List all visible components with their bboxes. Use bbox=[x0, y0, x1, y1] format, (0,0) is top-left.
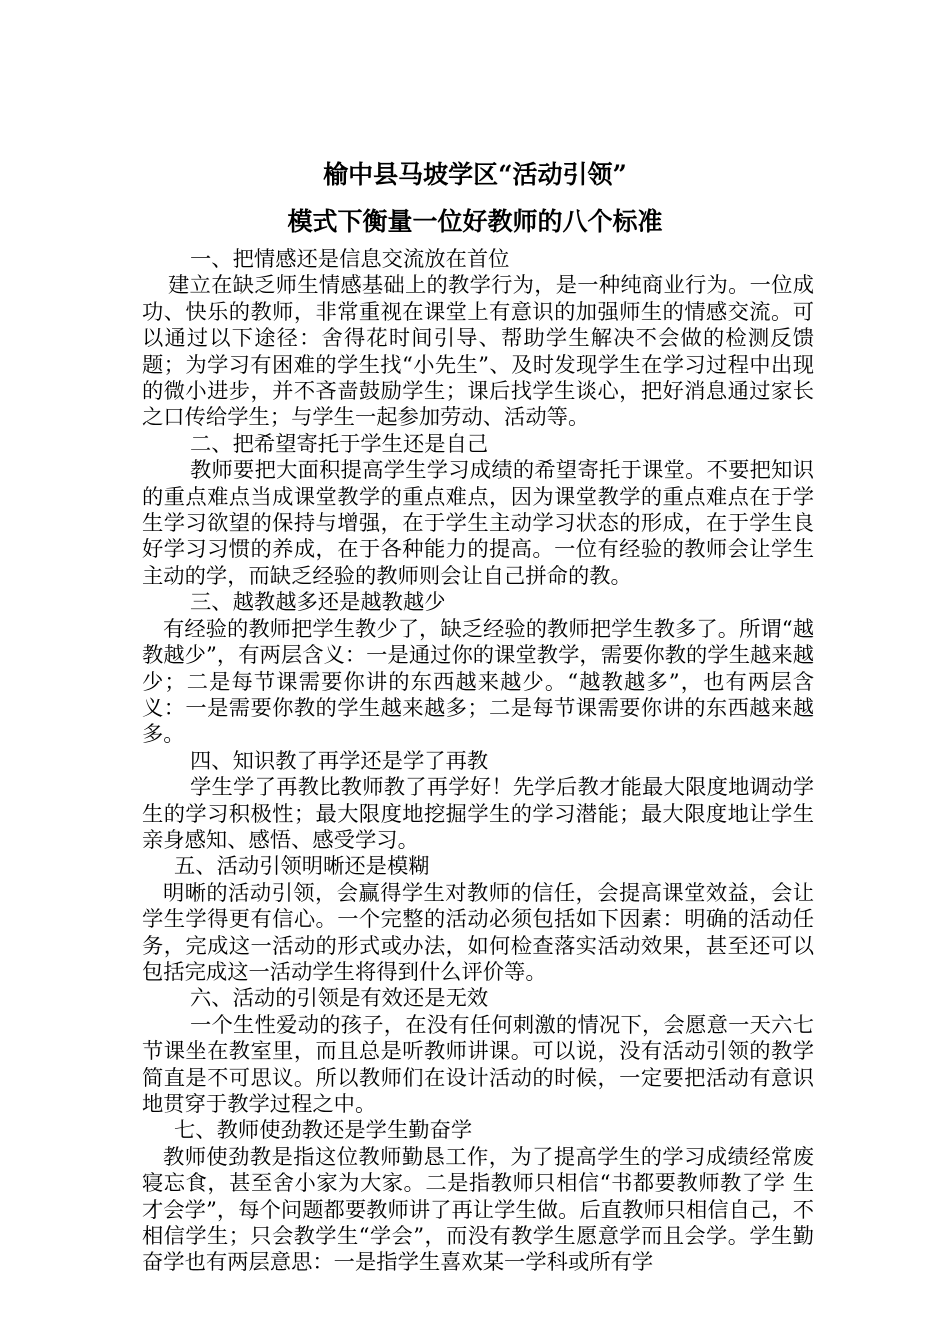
section-heading: 七、教师使劲教还是学生勤奋学 bbox=[174, 1118, 473, 1144]
section-heading: 六、活动的引领是有效还是无效 bbox=[190, 986, 489, 1012]
document-body bbox=[142, 247, 814, 1277]
section-paragraph: 明晰的活动引领，会赢得学生对教师的信任，会提高课堂效益，会让学生学得更有信心。一个完整的活动必须包括如下因素：明确的活动任务，完成这一活动的形式或办法，如何检查落实活动效果，甚至还可以包括完成这一活动学生将得到什么评价等。 bbox=[142, 880, 814, 985]
section-heading: 二、把希望寄托于学生还是自己 bbox=[190, 431, 489, 457]
document-title-line-2: 模式下衡量一位好教师的八个标准 bbox=[287, 207, 663, 236]
section-paragraph: 一个生性爱动的孩子，在没有任何刺激的情况下，会愿意一天六七节课坐在教室里，而且总是听教师讲课。可以说，没有活动引领的教学简直是不可思议。所以教师们在设计活动的时候，一定要把活动有意识地贯穿于教学过程之中。 bbox=[142, 1012, 814, 1117]
document-title-line-1: 榆中县马坡学区“活动引领” bbox=[323, 160, 627, 189]
section-heading: 三、越教越多还是越教越少 bbox=[190, 590, 446, 616]
section-heading: 五、活动引领明晰还是模糊 bbox=[174, 854, 430, 880]
section-paragraph: 建立在缺乏师生情感基础上的教学行为，是一种纯商业行为。一位成功、快乐的教师，非常重视在课堂上有意识的加强师生的情感交流。可以通过以下途径：舍得花时间引导、帮助学生解决不会做的检测反馈题；为学习有困难的学生找“小先生”、及时发现学生在学习过程中出现的微小进步，并不吝啬鼓励学生；课后找学生谈心，把好消息通过家长之口传给学生；与学生一起参加劳动、活动等。 bbox=[142, 273, 814, 431]
section-paragraph: 学生学了再教比教师教了再学好！先学后教才能最大限度地调动学生的学习积极性；最大限度地挖掘学生的学习潜能；最大限度地让学生亲身感知、感悟、感受学习。 bbox=[142, 775, 814, 853]
section-paragraph: 教师使劲教是指这位教师勤恳工作，为了提高学生的学习成绩经常废寝忘食，甚至舍小家为大家。二是指教师只相信“书都要教师教了学 生才会学”，每个问题都要教师讲了再让学生做。后直教师只相信自己，不相信学生；只会教学生“学会”，而没有教学生愿意学而且会学。学生勤奋学也有两层意思：一是指学生喜欢某一学科或所有学 bbox=[142, 1144, 814, 1276]
section-heading: 四、知识教了再学还是学了再教 bbox=[190, 748, 489, 774]
section-heading: 一、把情感还是信息交流放在首位 bbox=[190, 247, 510, 272]
section-paragraph: 有经验的教师把学生教少了，缺乏经验的教师把学生教多了。所谓“越教越少”，有两层含义：一是通过你的课堂教学，需要你教的学生越来越少；二是每节课需要你讲的东西越来越少。“越教越多”，也有两层含义：一是需要你教的学生越来越多；二是每节课需要你讲的东西越来越多。 bbox=[142, 616, 814, 748]
section-paragraph: 教师要把大面积提高学生学习成绩的希望寄托于课堂。不要把知识的重点难点当成课堂教学的重点难点，因为课堂教学的重点难点在于学生学习欲望的保持与增强，在于学生主动学习状态的形成，在于学生良好学习习惯的养成，在于各种能力的提高。一位有经验的教师会让学生主动的学，而缺乏经验的教师则会让自己拼命的教。 bbox=[142, 458, 814, 589]
